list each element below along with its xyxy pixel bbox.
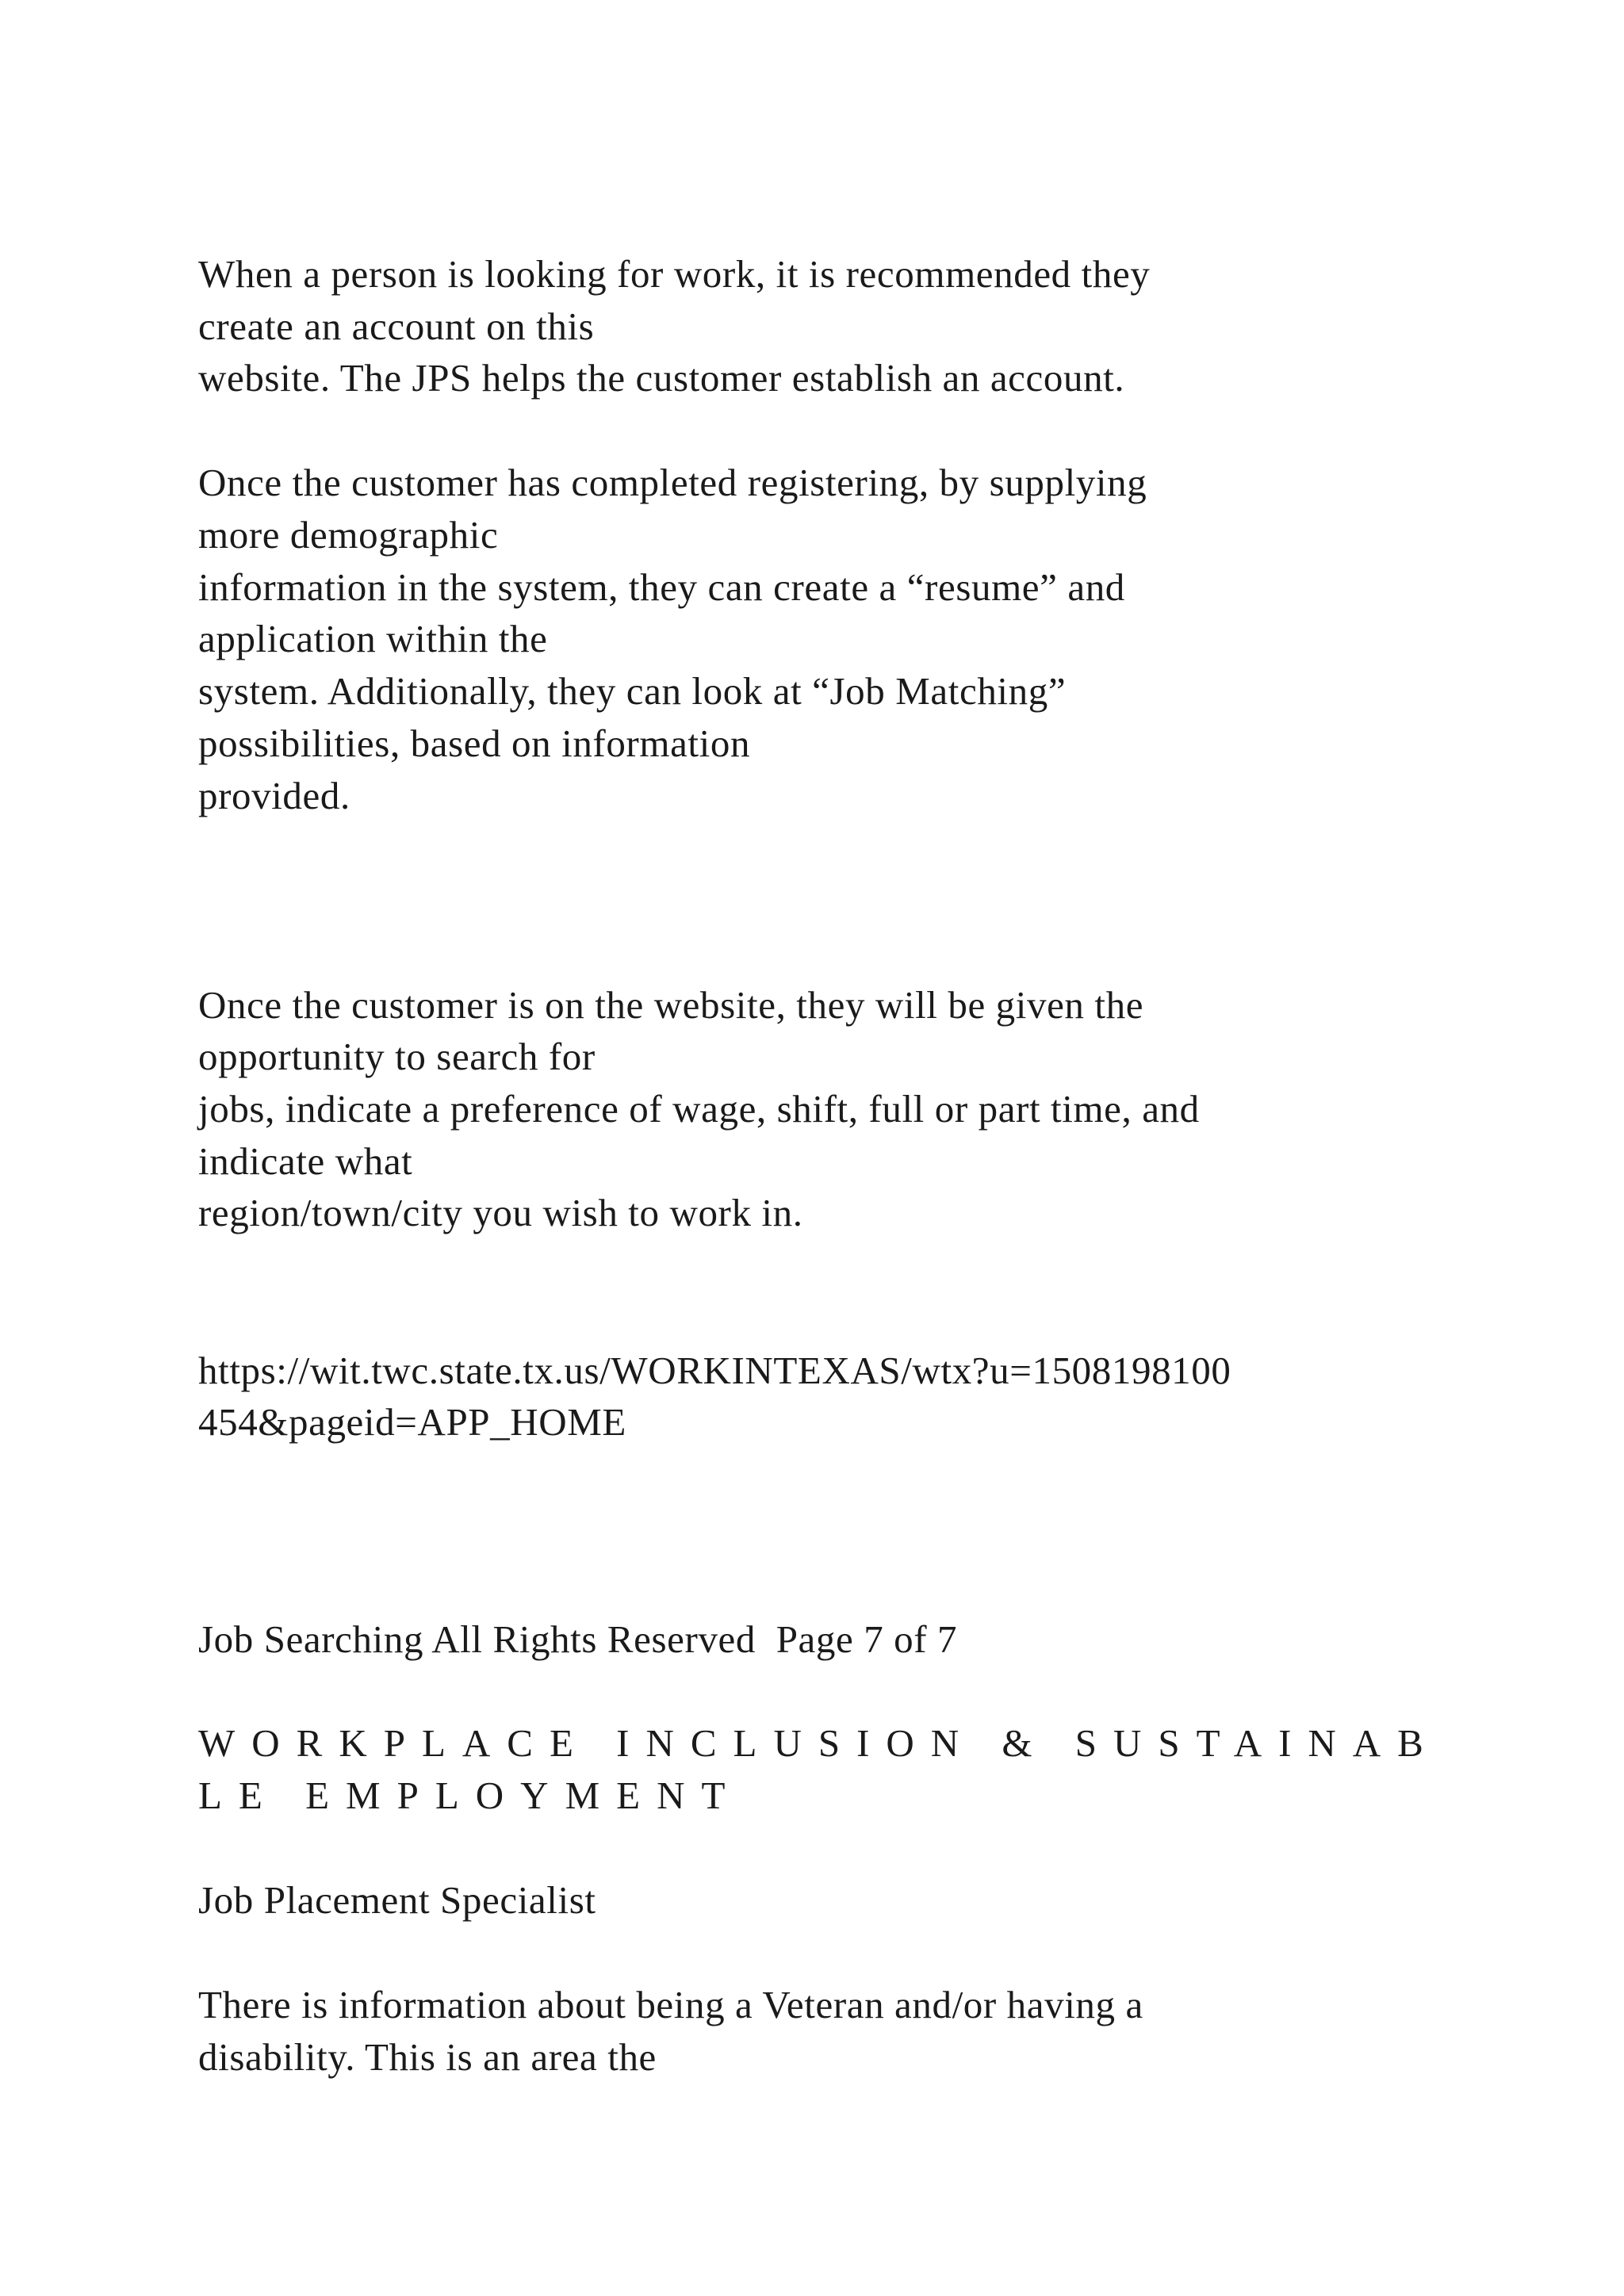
running-header-line-1: WORKPLACE INCLUSION & SUSTAINAB [198,1721,1440,1765]
paragraph-3-line-4: indicate what [198,1139,413,1183]
paragraph-3-line-3: jobs, indicate a preference of wage, shift, full or part time, and [198,1087,1200,1131]
paragraph-2-line-1: Once the customer has completed registering, by supplying [198,461,1147,504]
paragraph-3-line-5: region/town/city you wish to work in. [198,1191,803,1234]
paragraph-4-line-2: disability. This is an area the [198,2035,657,2079]
paragraph-2-line-4: application within the [198,617,548,660]
section-title: Job Placement Specialist [198,1878,596,1922]
running-header-line-2: LE EMPLOYMENT [198,1774,742,1817]
paragraph-4-line-1: There is information about being a Veteran and/or having a [198,1983,1143,2026]
paragraph-2-line-7: provided. [198,774,350,817]
paragraph-3-line-1: Once the customer is on the website, they will be given the [198,983,1144,1027]
paragraph-2-line-3: information in the system, they can create a “resume” and [198,565,1125,609]
paragraph-1-line-2: create an account on this [198,304,595,348]
paragraph-2-line-6: possibilities, based on information [198,721,751,765]
paragraph-3-line-2: opportunity to search for [198,1035,596,1078]
paragraph-2-line-2: more demographic [198,513,499,557]
paragraph-1-line-3: website. The JPS helps the customer establish an account. [198,356,1125,400]
url-line-1: https://wit.twc.state.tx.us/WORKINTEXAS/wtx?u=1508198100 [198,1349,1231,1392]
paragraph-2-line-5: system. Additionally, they can look at “Job Matching” [198,669,1067,713]
page-footer: Job Searching All Rights Reserved Page 7 of 7 [198,1617,958,1661]
paragraph-1-line-1: When a person is looking for work, it is recommended they [198,252,1151,296]
url-line-2: 454&pageid=APP_HOME [198,1400,626,1444]
